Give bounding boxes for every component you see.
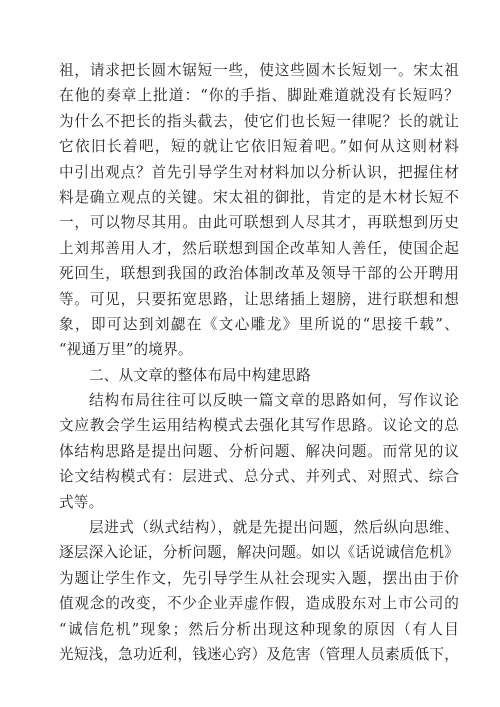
text-line: 中引出观点？首先引导学生对材料加以分析认识，把握住材 (59, 163, 459, 181)
text-line: 值观念的改变，不少企业弄虚作假，造成股东对上市公司的 (59, 595, 459, 613)
text-line: 层进式（纵式结构），就是先提出问题，然后纵向思维、 (89, 519, 459, 537)
text-line: 一，可以物尽其用。由此可联想到人尽其才，再联想到历史 (59, 214, 459, 232)
text-line: 逐层深入论证，分析问题，解决问题。如以《话说诚信危机》 (59, 544, 459, 562)
paragraph-1 (59, 58, 459, 363)
text-line: 式等。 (59, 493, 104, 511)
document-page (59, 58, 459, 667)
text-line: 文应教会学生运用结构模式去强化其写作思路。议论文的总 (59, 417, 459, 435)
text-line: 在他的奏章上批道：“你的手指、脚趾难道就没有长短吗？ (59, 87, 459, 105)
text-line: 结构布局往往可以反映一篇文章的思路如何，写作议论 (89, 392, 459, 410)
paragraph-2 (59, 388, 459, 515)
text-line: 体结构思路是提出问题、分析问题、解决问题。而常见的议 (59, 442, 459, 460)
text-line: 为什么不把长的指头截去，使它们也长短一律呢？长的就让 (59, 112, 459, 130)
text-line: “视通万里”的境界。 (59, 341, 193, 359)
text-line: 祖，请求把长圆木锯短一些，使这些圆木长短划一。宋太祖 (59, 62, 459, 79)
paragraph-3 (59, 515, 459, 667)
text-line: 上刘邦善用人才，然后联想到国企改革知人善任，使国企起 (59, 239, 459, 257)
text-line: 死回生，联想到我国的政治体制改革及领导干部的公开聘用 (59, 265, 459, 283)
text-line: 光短浅，急功近利，钱迷心窍）及危害（管理人员素质低下， (59, 645, 459, 663)
text-line: 论文结构模式有：层进式、总分式、并列式、对照式、综合 (59, 468, 459, 486)
text-line: 象，即可达到刘勰在《文心雕龙》里所说的“思接千载”、 (59, 315, 459, 333)
text-line: 为题让学生作文，先引导学生从社会现实入题，摆出由于价 (59, 569, 459, 587)
text-line: 它依旧长着吧，短的就让它依旧短着吧。”如何从这则材料 (59, 138, 459, 156)
section-heading-text: 二、从文章的整体布局中构建思路 (89, 366, 311, 384)
text-line: 料是确立观点的关键。宋太祖的御批，肯定的是木材长短不 (59, 188, 459, 206)
text-line: 等。可见，只要拓宽思路，让思绪插上翅膀，进行联想和想 (59, 290, 459, 308)
text-line: “诚信危机”现象；然后分析出现这种现象的原因（有人目 (59, 620, 459, 638)
section-heading (59, 363, 459, 388)
